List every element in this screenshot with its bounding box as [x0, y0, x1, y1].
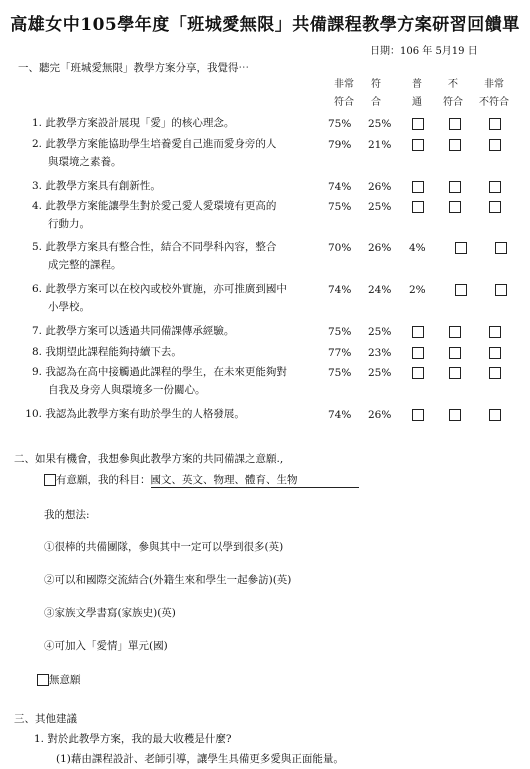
disagree-checkbox[interactable] — [449, 409, 461, 421]
pct-strongly-agree: 70% — [328, 242, 352, 254]
item-number: 8. — [31, 346, 42, 358]
pct-strongly-agree: 74% — [328, 409, 352, 421]
pct-strongly-agree: 74% — [328, 181, 352, 193]
item-text: 此教學方案具有創新性。 — [45, 180, 161, 192]
col-disagree-line1: 不 — [448, 79, 458, 90]
unwilling-label: 無意願 — [49, 674, 81, 686]
item-number: 7. — [31, 325, 42, 337]
pct-neutral: 2% — [409, 284, 426, 296]
pct-agree: 25% — [368, 118, 392, 130]
thought-item: ①很棒的共備團隊，參與其中一定可以學到很多(英) — [44, 541, 284, 553]
disagree-checkbox[interactable] — [449, 139, 461, 151]
col-strongly-disagree — [474, 76, 514, 112]
pct-strongly-agree: 75% — [328, 367, 352, 379]
unwilling-checkbox[interactable] — [37, 674, 49, 686]
strongly-disagree-checkbox[interactable] — [489, 409, 501, 421]
item-text: 此教學方案能讓學生對於愛己愛人愛環境有更高的 — [45, 200, 277, 212]
item-text: 我認為在高中接觸過此課程的學生，在未來更能夠對 — [45, 366, 287, 378]
neutral-checkbox[interactable] — [412, 201, 424, 213]
pct-agree: 25% — [368, 201, 392, 213]
thought-item: ②可以和國際交流結合(外籍生來和學生一起參訪)(英) — [44, 574, 292, 586]
section2-heading: 二、如果有機會，我想參與此教學方案的共同備課之意願., — [14, 453, 284, 465]
strongly-disagree-checkbox[interactable] — [489, 201, 501, 213]
section1-heading: 一、聽完「班城愛無限」教學方案分享，我覺得⋯ — [18, 62, 249, 74]
item-number: 1. — [31, 117, 42, 129]
col-strongly-disagree-line2: 不符合 — [479, 97, 509, 108]
pct-agree: 25% — [368, 367, 392, 379]
item-text: 此教學方案設計展現「愛」的核心理念。 — [45, 117, 235, 129]
thought-item: ④可加入「愛情」單元(國) — [44, 640, 168, 652]
col-agree-line1: 符 — [371, 79, 381, 90]
neutral-checkbox[interactable] — [412, 347, 424, 359]
neutral-checkbox[interactable] — [412, 181, 424, 193]
item-text-cont: 自我及身旁人與環境多一份關心。 — [48, 384, 206, 396]
survey-date: 日期：106 年 5月19 日 — [370, 46, 478, 57]
neutral-checkbox[interactable] — [412, 409, 424, 421]
item-number: 4. — [31, 200, 42, 212]
pct-strongly-agree: 74% — [328, 284, 352, 296]
pct-agree: 26% — [368, 181, 392, 193]
willing-label — [56, 472, 359, 488]
thought-item: ③家族文學書寫(家族史)(英) — [44, 607, 176, 619]
strongly-disagree-checkbox[interactable] — [495, 284, 507, 296]
pct-agree: 26% — [368, 409, 392, 421]
disagree-checkbox[interactable] — [449, 367, 461, 379]
item-number: 5. — [31, 241, 42, 253]
pct-strongly-agree: 75% — [328, 118, 352, 130]
question-biggest-gain: 1. 對於此教學方案，我的最大收穫是什麼? — [34, 733, 232, 745]
item-text: 此教學方案具有整合性，結合不同學科內容，整合 — [45, 241, 277, 253]
item-number: 3. — [31, 180, 42, 192]
willing-checkbox[interactable] — [44, 474, 56, 486]
item-text-cont: 小學校。 — [48, 301, 90, 313]
item-text: 我期望此課程能夠持續下去。 — [45, 346, 182, 358]
pct-agree: 24% — [368, 284, 392, 296]
col-agree-line2: 合 — [371, 97, 381, 108]
strongly-disagree-checkbox[interactable] — [489, 118, 501, 130]
pct-neutral: 4% — [409, 242, 426, 254]
section3-heading: 三、其他建議 — [14, 713, 77, 725]
item-text: 此教學方案可以在校內或校外實施，亦可推廣到國中 — [45, 283, 287, 295]
col-neutral — [397, 76, 437, 112]
page-title: 高雄女中105學年度「班城愛無限」共備課程教學方案研習回饋單 — [10, 15, 520, 35]
pct-agree: 21% — [368, 139, 392, 151]
item-text-cont: 與環境之素養。 — [48, 156, 122, 168]
col-disagree-line2: 符合 — [443, 97, 463, 108]
item-number: 6. — [31, 283, 42, 295]
item-text-cont: 成完整的課程。 — [48, 259, 122, 271]
pct-strongly-agree: 79% — [328, 139, 352, 151]
strongly-disagree-checkbox[interactable] — [495, 242, 507, 254]
col-strongly-agree-line1: 非常 — [334, 79, 354, 90]
pct-strongly-agree: 75% — [328, 326, 352, 338]
col-disagree — [433, 76, 473, 112]
disagree-checkbox[interactable] — [449, 181, 461, 193]
col-neutral-line1: 普 — [412, 79, 422, 90]
willing-prefix: 有意願，我的科目： — [56, 474, 151, 486]
disagree-checkbox[interactable] — [449, 347, 461, 359]
neutral-checkbox[interactable] — [412, 367, 424, 379]
col-strongly-agree-line2: 符合 — [334, 97, 354, 108]
disagree-checkbox[interactable] — [455, 284, 467, 296]
subjects-field[interactable]: 國文、英文、物理、體育、生物 — [151, 472, 359, 488]
disagree-checkbox[interactable] — [449, 326, 461, 338]
strongly-disagree-checkbox[interactable] — [489, 326, 501, 338]
neutral-checkbox[interactable] — [412, 326, 424, 338]
item-number: 10. — [25, 408, 42, 420]
neutral-checkbox[interactable] — [412, 139, 424, 151]
pct-strongly-agree: 75% — [328, 201, 352, 213]
pct-strongly-agree: 77% — [328, 347, 352, 359]
item-text: 此教學方案可以透過共同備課傳承經驗。 — [45, 325, 235, 337]
item-number: 9. — [31, 366, 42, 378]
pct-agree: 25% — [368, 326, 392, 338]
strongly-disagree-checkbox[interactable] — [489, 181, 501, 193]
disagree-checkbox[interactable] — [449, 118, 461, 130]
strongly-disagree-checkbox[interactable] — [489, 139, 501, 151]
pct-agree: 26% — [368, 242, 392, 254]
strongly-disagree-checkbox[interactable] — [489, 367, 501, 379]
item-text: 我認為此教學方案有助於學生的人格發展。 — [45, 408, 245, 420]
col-neutral-line2: 通 — [412, 97, 422, 108]
col-agree — [356, 76, 396, 112]
item-text: 此教學方案能協助學生培養愛自己進而愛身旁的人 — [45, 138, 277, 150]
disagree-checkbox[interactable] — [449, 201, 461, 213]
item-number: 2. — [31, 138, 42, 150]
strongly-disagree-checkbox[interactable] — [489, 347, 501, 359]
neutral-checkbox[interactable] — [412, 118, 424, 130]
pct-agree: 23% — [368, 347, 392, 359]
col-strongly-disagree-line1: 非常 — [484, 79, 504, 90]
disagree-checkbox[interactable] — [455, 242, 467, 254]
answer-biggest-gain: (1)藉由課程設計、老師引導，讓學生具備更多愛與正面能量。 — [56, 753, 344, 765]
item-text-cont: 行動力。 — [48, 218, 90, 230]
thoughts-label: 我的想法: — [44, 509, 90, 521]
